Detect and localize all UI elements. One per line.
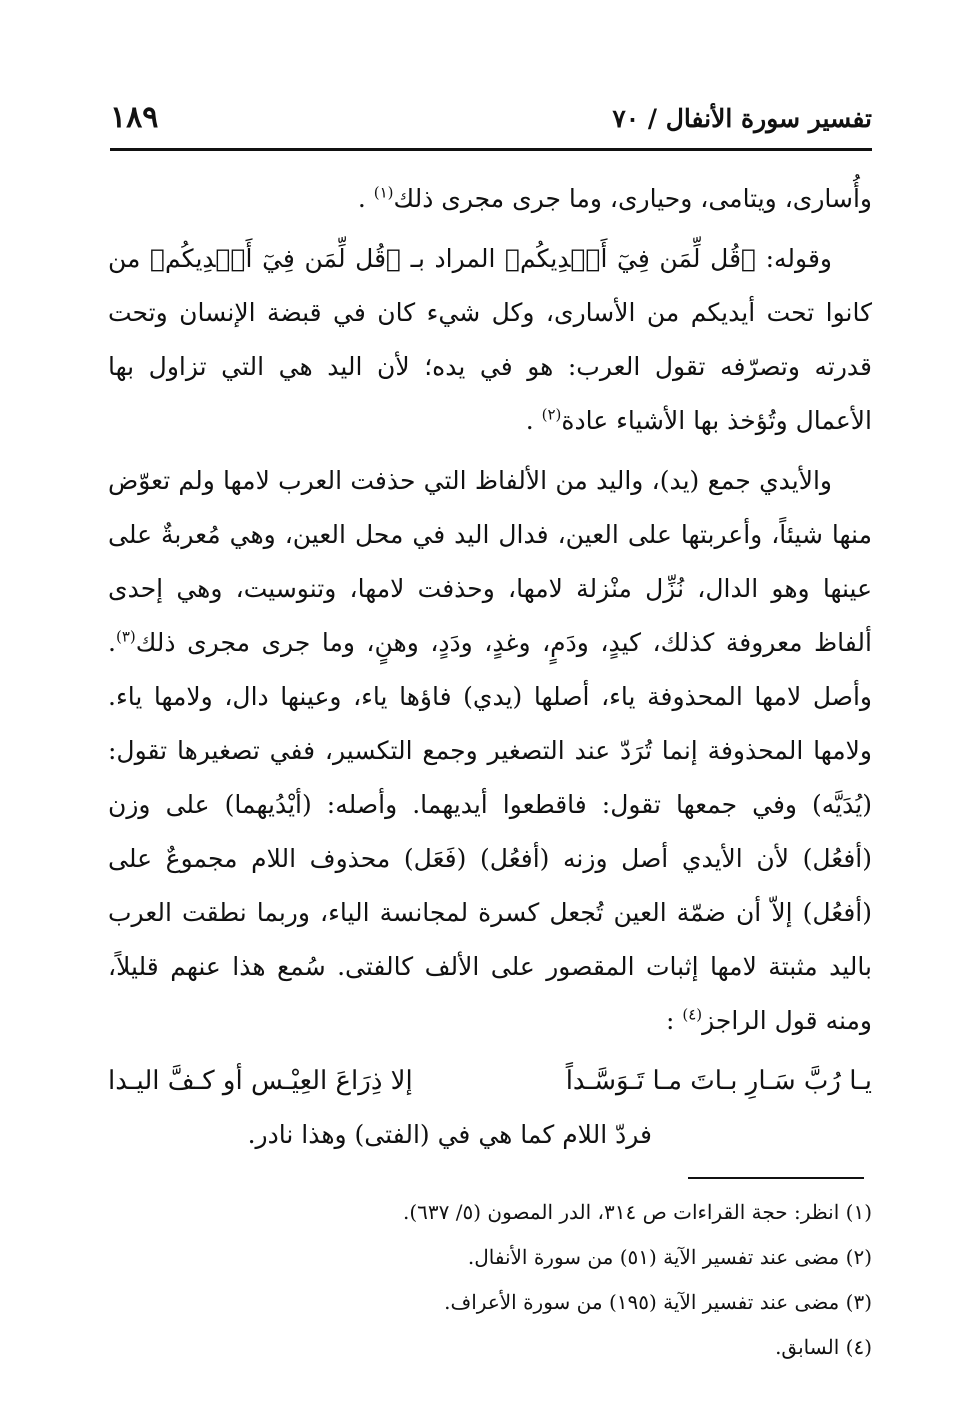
paragraph-1-text: وأُسارى، ويتامى، وحيارى، وما جرى مجرى ذلك	[393, 184, 872, 213]
paragraph-2-text: وقوله: ﴿قُل لِّمَن فِيٓ أَيۡدِيكُم﴾ المراد بـ ﴿قُل لِّمَن فِيٓ أَيۡدِيكُم﴾ من كانوا تحت أيديكم من الأسارى، وكل شيء كان في قبضة الإنسان وتحت قدرته وتصرّفه تقول العرب: هو في يده؛ لأن اليد هي التي تزاول بها الأعمال وتُؤخذ بها الأشياء عادة	[108, 244, 872, 435]
poetry-verse	[108, 1054, 872, 1108]
footnote-2: (٢) مضى عند تفسير الآية (٥١) من سورة الأنفال.	[467, 1245, 872, 1269]
header-rule	[110, 148, 872, 151]
paragraph-3	[108, 454, 872, 1048]
verse-first-hemistich: يـا رُبَّ سَـارِ بـاتَ مـا تَـوَسَّـداً	[565, 1066, 872, 1096]
footnote-ref-2[interactable]: (٢)	[541, 405, 562, 424]
footnote-ref-4[interactable]: (٤)	[682, 1005, 703, 1024]
footnote-1: (١) انظر: حجة القراءات ص ٣١٤، الدر المصون (٥/ ٦٣٧).	[403, 1200, 872, 1224]
paragraph-3-text-a: والأيدي جمع (يد)، واليد من الألفاظ التي حذفت العرب لامها ولم تعوّض منها شيئاً، وأعربتها على العين، فدال اليد في محل العين، وهي مُعربةٌ على عينها وهو الدال، نُزِّل منْزلة لامها، وحذفت لامها، وتنوسيت، وهي إحدى ألفاظ معروفة كذلك، كيدٍ، ودَمٍ، وغدٍ، ودَدٍ، وهنٍ، وما جرى مجرى ذلك	[108, 466, 872, 657]
footnote-3: (٣) مضى عند تفسير الآية (١٩٥) من سورة الأعراف.	[444, 1290, 872, 1314]
footnote-ref-3[interactable]: (٣)	[115, 627, 136, 646]
paragraph-3-end: :	[665, 1006, 675, 1035]
page-number: ١٨٩	[110, 100, 159, 135]
running-title: تفسير سورة الأنفال / ٧٠	[612, 104, 872, 133]
paragraph-2	[108, 232, 872, 448]
verse-second-hemistich: إلا ذِرَاعَ العِيْـس أو كـفَّ اليـدا	[108, 1066, 413, 1096]
paragraph-1-end: .	[357, 184, 366, 213]
paragraph-4: فردّ اللام كما هي في (الفتى) وهذا نادر.	[247, 1120, 652, 1149]
footnote-4: (٤) السابق.	[775, 1335, 872, 1359]
main-text	[108, 172, 872, 1168]
paragraph-3-text-b: . وأصل لامها المحذوفة ياء، أصلها (يدي) فاؤها ياء، وعينها دال، ولامها ياء. ولامها المحذوفة إنما تُرَدّ عند التصغير وجمع التكسير، ففي تصغيرها تقول: (يُدَيَّه) وفي جمعها تقول: فاقطعوا أيديهما. وأصله: (أيْدُيهما) على وزن (أفعُل) لأن الأيدي أصل وزنه (أفعُل) (فَعَل) محذوف اللام مجموعٌ على (أفعُل) إلاّ أن ضمّة العين تُجعل كسرة لمجانسة الياء، وربما نطقت العرب باليد مثبتة لامها إثبات المقصور على الألف كالفتى. سُمع هذا عنهم قليلاً، ومنه قول الراجز	[108, 628, 872, 1035]
page-header	[110, 100, 872, 150]
footnotes	[200, 1190, 872, 1370]
paragraph-1	[108, 172, 872, 226]
footnote-ref-1[interactable]: (١)	[373, 183, 394, 202]
footnote-separator	[688, 1177, 864, 1179]
paragraph-2-end: .	[525, 406, 534, 435]
